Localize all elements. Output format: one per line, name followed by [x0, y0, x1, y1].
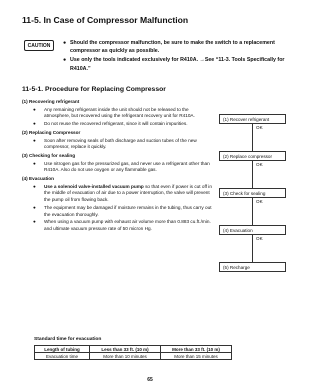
flow-connector [252, 235, 253, 262]
step-list [22, 184, 212, 233]
bullet-icon: ● [33, 121, 36, 127]
evacuation-time-table [34, 345, 232, 360]
caution-list [63, 39, 287, 73]
step-heading: (4) Evacuation [22, 176, 55, 182]
procedure-steps [22, 99, 212, 235]
flow-box-evacuation: (4) Evacuation [219, 225, 286, 235]
procedure-title: 11-5-1. Procedure for Replacing Compressor [22, 86, 166, 93]
flow-ok-label: OK [256, 125, 263, 130]
bullet-icon: ● [63, 57, 67, 64]
caution-badge: CAUTION [24, 40, 54, 51]
step-item: ● Use a solenoid valve-installed vacuum pump so that even if power is cut off in the middle of evacuation of air due to a power interruption, the valve will prevent the pump oil from flowing back. [33, 183, 212, 203]
step-item: ● The equipment may be damaged if moisture remains in the tubing, thus carry out the evacuation thoroughly. [33, 204, 212, 217]
flow-box-recharge: (5) Recharge [219, 262, 286, 272]
step-item: ● When using a vacuum pump with exhaust air volume more than 0.883 cu.ft./min. and ultimate vacuum pressure rate of 50 micron Hg. [33, 219, 211, 231]
caution-item: ● Use only the tools indicated exclusively for R410A. →See “11-3. Tools Specifically for R410A.” [63, 57, 285, 72]
flow-connector [252, 198, 253, 225]
flow-box-replace-compressor: (2) Replace compressor [219, 151, 286, 161]
step-item: ● Do not reuse the recovered refrigerant, since it will contain impurities. [33, 121, 188, 127]
flow-box-recover-refrigerant: (1) Recover refrigerant [219, 114, 286, 124]
flow-ok-label: OK [256, 162, 263, 167]
evacuation-time-title: Standard time for evacuation [34, 337, 102, 342]
step-list [22, 107, 212, 128]
step-item: ● Use nitrogen gas for the pressurized gas, and never use a refrigerant other than R410A. Also do not use oxygen or any flammable gas. [33, 160, 210, 173]
bullet-icon: ● [33, 219, 36, 225]
table-cell: More than 15 minutes [161, 353, 232, 360]
step-item: ● Soon after removing seals of both discharge and suction tubes of the new compressor, replace it quickly. [33, 137, 197, 150]
flow-box-check-sealing: (3) Check for sealing [219, 188, 286, 198]
section-title: 11-5. In Case of Compressor Malfunction [22, 15, 189, 25]
bullet-icon: ● [33, 183, 36, 189]
step-heading: (2) Replacing Compressor [22, 129, 81, 135]
table-header-cell: Length of tubing [35, 346, 90, 353]
page-number: 65 [147, 377, 153, 383]
bullet-icon: ● [63, 40, 67, 46]
caution-item: ● Should the compressor malfunction, be sure to make the switch to a replacement compressor as quickly as possible. [63, 40, 275, 55]
flow-connector [252, 124, 253, 151]
table-cell: More than 10 minutes [90, 353, 161, 360]
flow-ok-label: OK [256, 199, 263, 204]
table-header-row [35, 346, 232, 353]
flow-connector [252, 161, 253, 188]
step-heading: (3) Checking for sealing [22, 152, 76, 158]
step-heading: (1) Recovering refrigerant [22, 99, 80, 104]
step-item: ● Any remaining refrigerant inside the unit should not be released to the atmosphere, but recovered using the refrigerant recovery unit for R410A. [33, 106, 195, 119]
bullet-icon: ● [33, 160, 36, 166]
step-list [22, 161, 212, 174]
table-header-cell: Less than 33 ft. (10 m) [90, 346, 161, 353]
step-list [22, 138, 212, 151]
table-header-cell: More than 33 ft. (10 m) [161, 346, 232, 353]
table-row [35, 353, 232, 360]
bullet-icon: ● [33, 204, 36, 210]
table-cell: Evacuation time [35, 353, 90, 360]
flow-ok-label: OK [256, 236, 263, 241]
bullet-icon: ● [33, 106, 36, 112]
bullet-icon: ● [33, 137, 36, 143]
